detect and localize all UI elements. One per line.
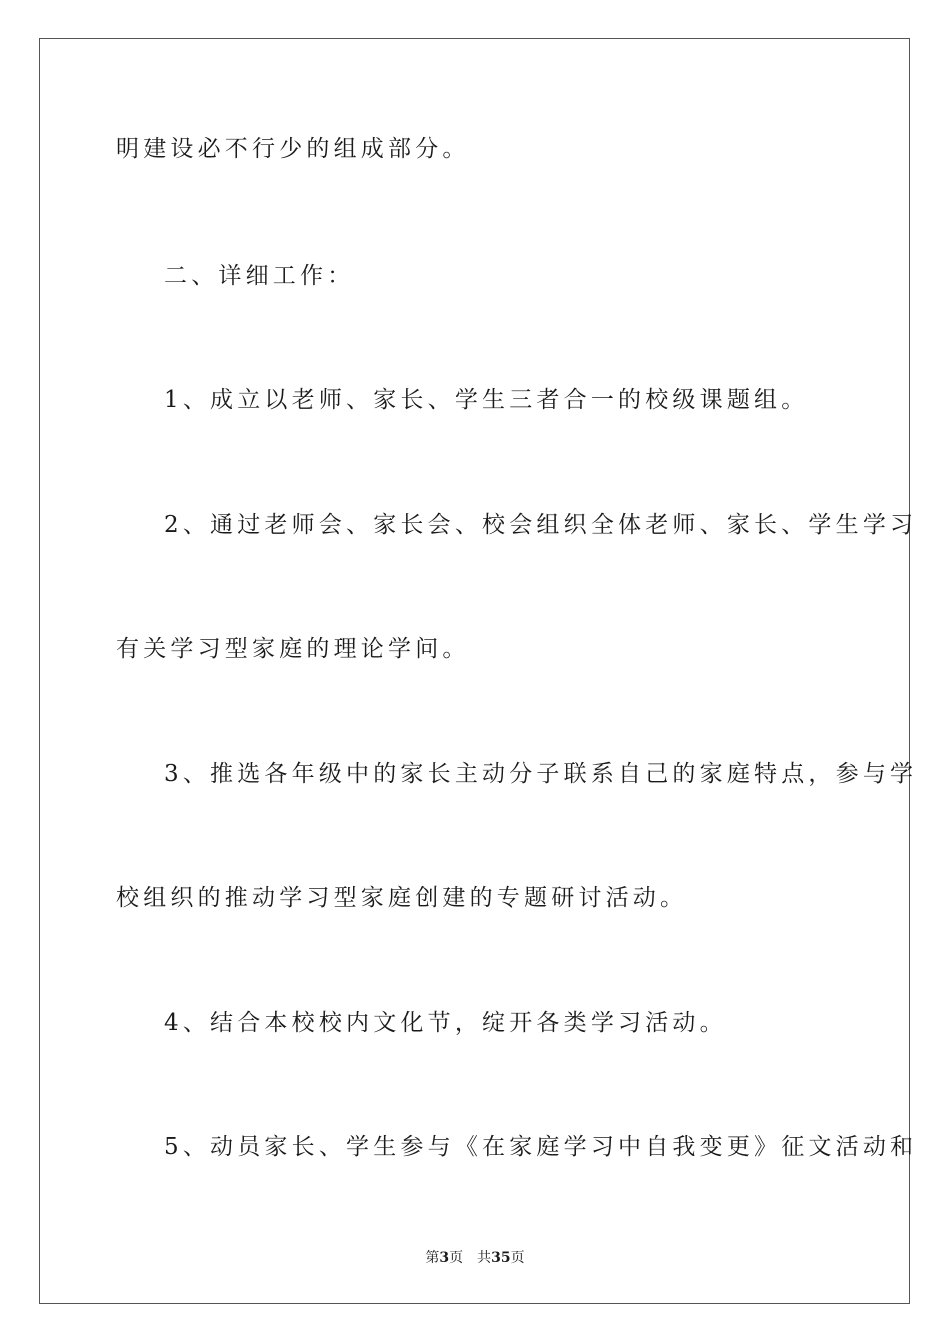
total-suffix: 页 bbox=[510, 1250, 525, 1266]
total-pages: 35 bbox=[491, 1250, 511, 1266]
text-line-item-2: 2、通过老师会、家长会、校会组织全体老师、家长、学生学习 bbox=[164, 512, 918, 538]
text-line-item-3-cont: 校组织的推动学习型家庭创建的专题研讨活动。 bbox=[116, 885, 688, 911]
total-prefix: 共 bbox=[477, 1250, 492, 1266]
page-border bbox=[39, 38, 910, 1304]
page-number: 3 bbox=[439, 1250, 450, 1266]
text-line-item-2-cont: 有关学习型家庭的理论学问。 bbox=[116, 636, 470, 662]
text-line-item-4: 4、结合本校校内文化节，绽开各类学习活动。 bbox=[164, 1010, 727, 1036]
text-line-item-5: 5、动员家长、学生参与《在家庭学习中自我变更》征文活动和 bbox=[164, 1134, 918, 1160]
page-suffix: 页 bbox=[449, 1250, 464, 1266]
page-prefix: 第 bbox=[425, 1250, 440, 1266]
page-footer bbox=[0, 1249, 950, 1267]
text-line-1: 明建设必不行少的组成部分。 bbox=[116, 136, 470, 162]
section-heading: 二、详细工作： bbox=[164, 263, 355, 289]
text-line-item-1: 1、成立以老师、家长、学生三者合一的校级课题组。 bbox=[164, 387, 809, 413]
text-line-item-3: 3、推选各年级中的家长主动分子联系自己的家庭特点，参与学 bbox=[164, 761, 918, 787]
